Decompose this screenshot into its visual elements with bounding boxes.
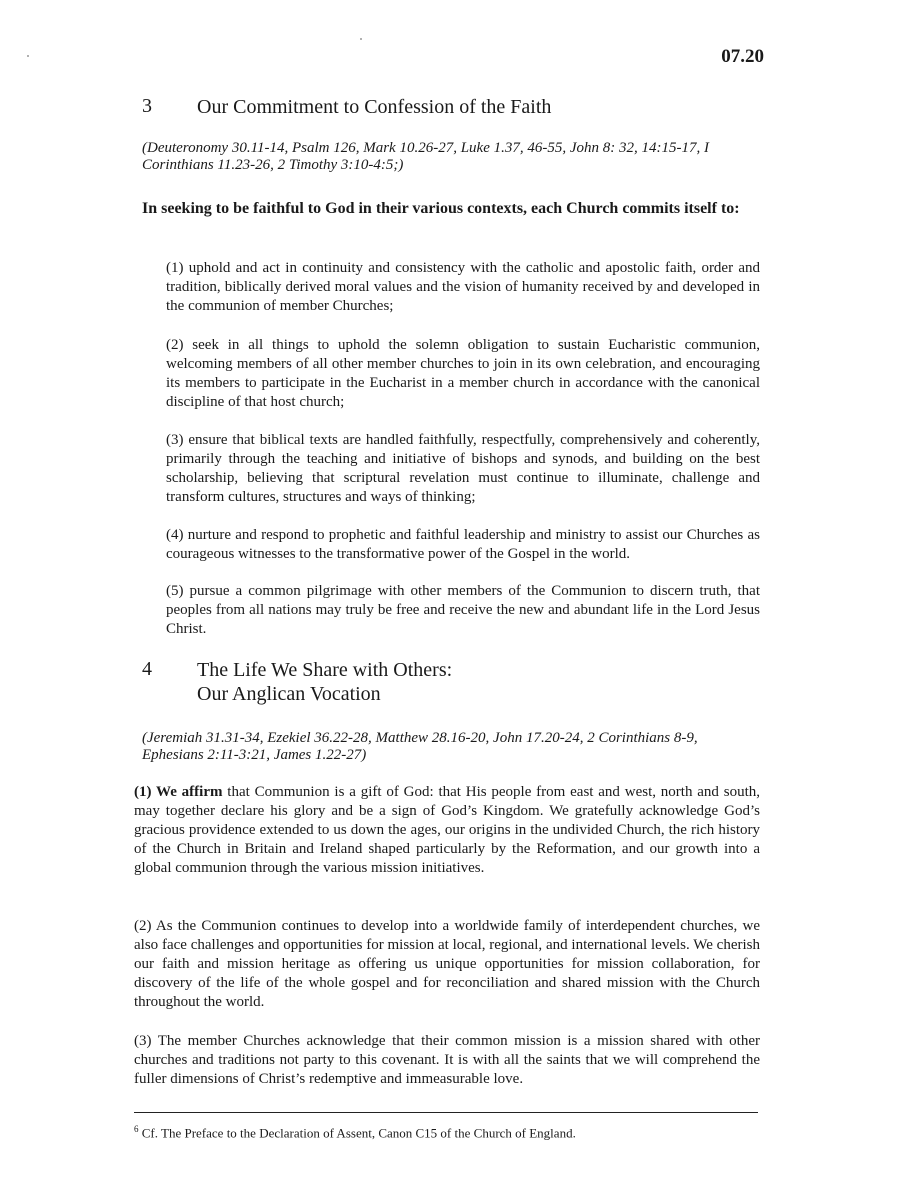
section-4-heading — [142, 658, 452, 706]
section-number: 4 — [142, 658, 152, 680]
section-title — [197, 658, 452, 706]
paragraph-lead: (1) We affirm — [134, 784, 223, 800]
section-title-line-2: Our Anglican Vocation — [197, 683, 381, 705]
page-number: 07.20 — [721, 46, 764, 67]
commitment-intro: In seeking to be faithful to God in their various contexts, each Church commits itself to: — [142, 200, 740, 217]
footnote-text: Cf. The Preface to the Declaration of Assent, Canon C15 of the Church of England. — [138, 1125, 576, 1141]
vocation-paragraph-3: (3) The member Churches acknowledge that their common mission is a mission shared with other churches and traditions not party to this covenant. It is with all the saints that we will comprehend the fuller dimensions of Christ’s redemptive and immeasurable love. — [134, 1033, 760, 1087]
section-3-heading — [142, 95, 551, 119]
section-title-line-1: The Life We Share with Others: — [197, 659, 453, 681]
commitment-item: (3) ensure that biblical texts are handled faithfully, respectfully, comprehensively and coherently, primarily through the teaching and initiative of bishops and synods, and building on the best scholarship, believing that scriptural revelation must continue to illuminate, challenge and transform cultures, structures and ways of thinking; — [166, 432, 760, 505]
scan-speck — [360, 38, 362, 40]
section-title: Our Commitment to Confession of the Faith — [197, 96, 552, 118]
commitment-item: (1) uphold and act in continuity and consistency with the catholic and apostolic faith, order and tradition, biblically derived moral values and the vision of humanity received by and developed in the communion of member Churches; — [166, 260, 760, 314]
scripture-references: (Jeremiah 31.31-34, Ezekiel 36.22-28, Matthew 28.16-20, John 17.20-24, 2 Corinthians 8-9, Ephesians 2:11-3:21, James 1.22-27) — [142, 730, 698, 763]
footnote-divider — [134, 1112, 758, 1113]
section-number: 3 — [142, 95, 152, 117]
commitment-item: (2) seek in all things to uphold the solemn obligation to sustain Eucharistic communion, welcoming members of all other member churches to join in its own celebration, and encouraging its members to participate in the Eucharist in a member church in accordance with the canonical discipline of that host church; — [166, 337, 760, 410]
vocation-paragraph-2: (2) As the Communion continues to develop into a worldwide family of interdependent churches, we also face challenges and opportunities for mission at local, regional, and international levels. We cherish our faith and mission heritage as offering us unique opportunities for mission collaboration, for discovery of the life of the whole gospel and for reconciliation and shared mission with the Church throughout the world. — [134, 918, 760, 1010]
footnote — [134, 1124, 576, 1141]
commitment-item: (5) pursue a common pilgrimage with other members of the Communion to discern truth, that peoples from all nations may truly be free and receive the new and abundant life in the Lord Jesus Christ. — [166, 583, 760, 637]
scripture-references: (Deuteronomy 30.11-14, Psalm 126, Mark 10.26-27, Luke 1.37, 46-55, John 8: 32, 14:15-17, I Corinthians 11.23-26, 2 Timothy 3:10-4:5;) — [142, 140, 709, 173]
footnote-marker: 6 — [134, 1124, 139, 1134]
paragraph-text: that Communion is a gift of God: that His people from east and west, north and south, may together declare his glory and be a sign of God’s Kingdom. We gratefully acknowledge God’s gracious providence extended to us down the ages, our origins in the undivided Church, the rich history of the Church in Britain and Ireland shaped particularly by the Reformation, and our growth into a global communion through the various mission initiatives. — [134, 784, 760, 876]
scan-speck — [27, 55, 29, 57]
commitment-item: (4) nurture and respond to prophetic and faithful leadership and ministry to assist our Churches as courageous witnesses to the transformative power of the Gospel in the world. — [166, 527, 760, 562]
vocation-paragraph-1 — [134, 783, 760, 878]
